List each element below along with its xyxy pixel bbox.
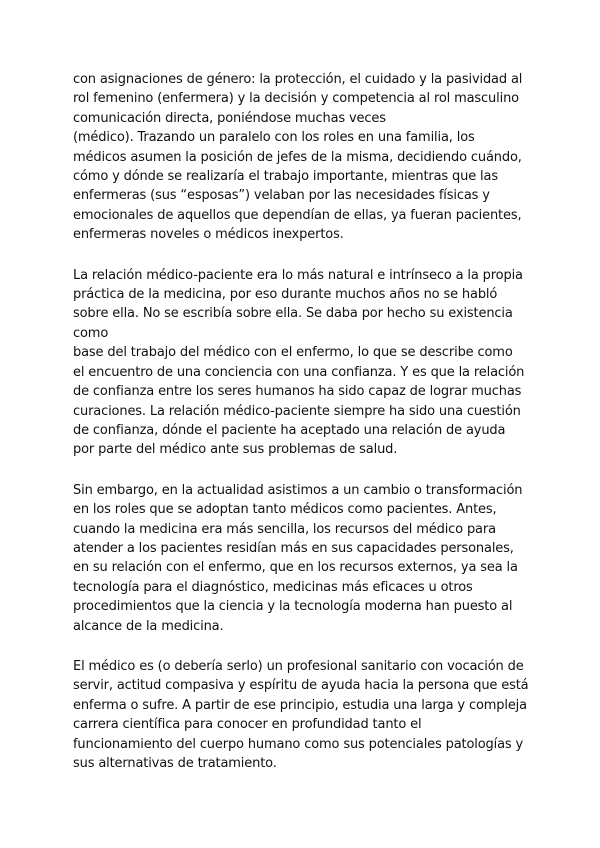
text-line: el encuentro de una conciencia con una confianza. Y es que la relación (73, 364, 525, 380)
text-line: práctica de la medicina, por eso durante muchos años no se habló (73, 287, 498, 303)
text-line: como (73, 325, 109, 341)
text-line: enfermeras (sus “esposas”) velaban por las necesidades físicas y (73, 188, 490, 204)
text-line: enfermeras noveles o médicos inexpertos. (73, 227, 344, 243)
text-line: de confianza, dónde el paciente ha aceptado una relación de ayuda (73, 422, 506, 438)
text-line: en su relación con el enfermo, que en los recursos externos, ya sea la (73, 560, 518, 576)
text-line: tecnología para el diagnóstico, medicinas más eficaces u otros (73, 579, 473, 595)
text-line: carrera científica para conocer en profundidad tanto el (73, 717, 422, 733)
text-line: sobre ella. No se escribía sobre ella. Se daba por hecho su existencia (73, 306, 513, 322)
text-line: alcance de la medicina. (73, 618, 224, 634)
paragraph-1 (73, 70, 580, 245)
text-line: Sin embargo, en la actualidad asistimos a un cambio o transformación (73, 482, 523, 498)
text-line: (médico). Trazando un paralelo con los roles en una familia, los (73, 130, 475, 146)
text-line: servir, actitud compasiva y espíritu de ayuda hacia la persona que está (73, 678, 529, 694)
text-line: enferma o sufre. A partir de ese principio, estudia una larga y compleja (73, 697, 527, 713)
text-line: médicos asumen la posición de jefes de la misma, decidiendo cuándo, (73, 149, 522, 165)
text-line: La relación médico-paciente era lo más natural e intrínseco a la propia (73, 267, 523, 283)
text-line: El médico es (o debería serlo) un profesional sanitario con vocación de (73, 658, 524, 674)
text-line: en los roles que se adoptan tanto médicos como pacientes. Antes, (73, 502, 497, 518)
paragraph-3 (73, 481, 580, 636)
text-line: funcionamiento del cuerpo humano como sus potenciales patologías y (73, 736, 524, 752)
text-line: comunicación directa, poniéndose muchas veces (73, 110, 386, 126)
text-line: de confianza entre los seres humanos ha sido capaz de lograr muchas (73, 384, 522, 400)
text-line: cuando la medicina era más sencilla, los recursos del médico para (73, 521, 496, 537)
text-line: rol femenino (enfermera) y la decisión y competencia al rol masculino (73, 91, 519, 107)
text-line: base del trabajo del médico con el enfermo, lo que se describe como (73, 345, 513, 361)
text-line: cómo y dónde se realizaría el trabajo importante, mientras que las (73, 169, 498, 185)
text-line: con asignaciones de género: la protección, el cuidado y la pasividad al (73, 72, 523, 87)
paragraph-4 (73, 657, 580, 773)
text-line: procedimientos que la ciencia y la tecnología moderna han puesto al (73, 599, 513, 615)
paragraph-2 (73, 266, 580, 460)
text-line: por parte del médico ante sus problemas de salud. (73, 442, 398, 458)
text-line: emocionales de aquellos que dependían de ellas, ya fueran pacientes, (73, 207, 522, 223)
text-line: sus alternativas de tratamiento. (73, 756, 277, 771)
text-line: curaciones. La relación médico-paciente siempre ha sido una cuestión (73, 403, 521, 419)
text-line: atender a los pacientes residían más en sus capacidades personales, (73, 540, 514, 556)
